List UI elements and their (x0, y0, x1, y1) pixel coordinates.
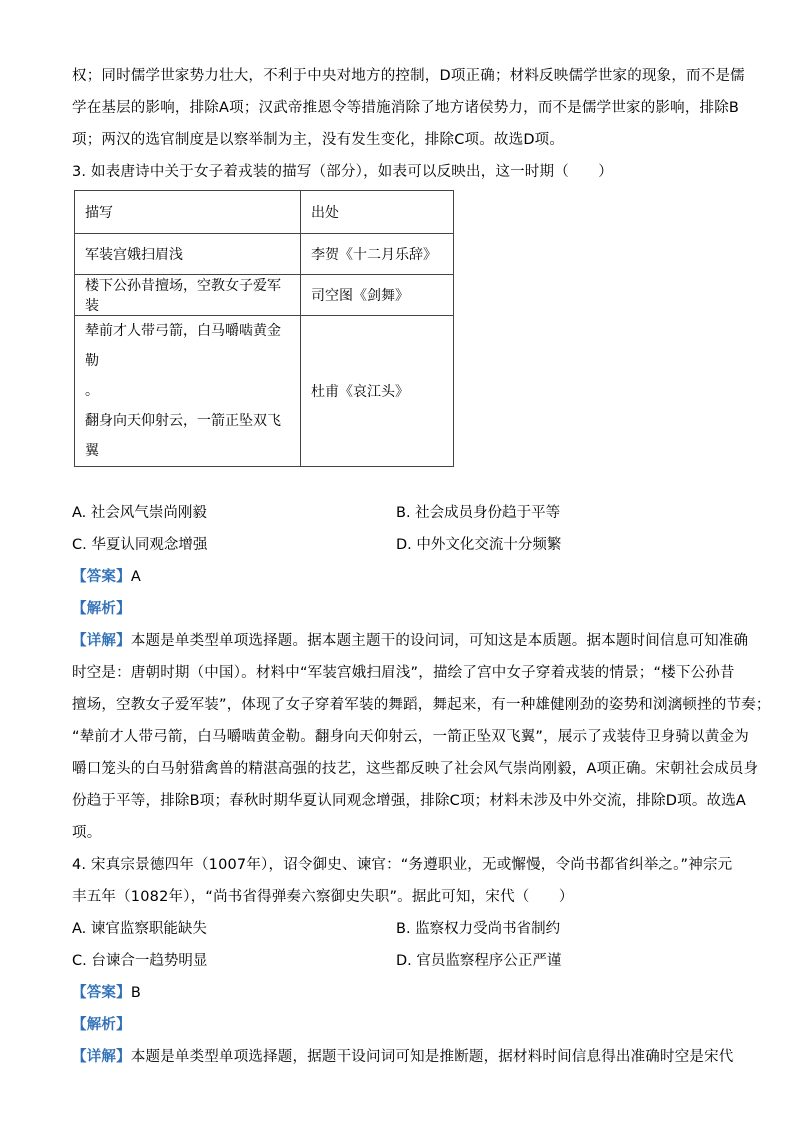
table-header-desc: 描写 (75, 191, 301, 234)
q2-analysis-line: 项；两汉的选官制度是以察举制为主，没有发生变化，排除C项。故选D项。 (72, 132, 565, 148)
q3-option-a: A. 社会风气崇尚刚毅 (72, 505, 207, 521)
table-cell-source: 司空图《剑舞》 (301, 275, 454, 316)
table-cell-desc-line: 。 (85, 383, 99, 399)
q3-options-row (72, 497, 722, 529)
table-cell-desc: 楼下公孙昔擅场，空教女子爱军装 (75, 275, 301, 316)
table-cell-source: 杜甫《哀江头》 (301, 316, 454, 467)
q4-answer (72, 977, 722, 1009)
q3-option-b: B. 社会成员身份趋于平等 (396, 505, 561, 521)
q3-detail-line (72, 625, 749, 657)
q3-detail-line: 项。 (72, 825, 102, 841)
table-cell-source: 李贺《十二月乐辞》 (301, 234, 454, 275)
table-cell-desc: 军装宫娥扫眉浅 (75, 234, 301, 275)
q2-analysis-line: 权；同时儒学世家势力壮大，不利于中央对地方的控制，D项正确；材料反映儒学世家的现象，而不是儒 (72, 68, 745, 84)
q4-stem: 4. 宋真宗景德四年（1007年），诏令御史、谏官：“务遵职业，无或懈慢，令尚书都省纠举之。”神宗元 (72, 857, 733, 873)
q3-detail-line: “辇前才人带弓箭，白马嚼啮黄金勒。翻身向天仰射云，一箭正坠双飞翼”，展示了戎装侍卫身骑以黄金为 (72, 729, 749, 745)
table-header-row (75, 191, 454, 234)
q4-option-d: D. 官员监察程序公正严谨 (396, 953, 562, 969)
q4-option-a: A. 谏官监察职能缺失 (72, 921, 207, 937)
table-header-source: 出处 (301, 191, 454, 234)
q2-analysis-line: 学在基层的影响，排除A项；汉武帝推恩令等措施消除了地方诸侯势力，而不是儒学世家的影响，排除B (72, 100, 740, 116)
q3-answer (72, 561, 722, 593)
q3-detail-line: 时空是：唐朝时期（中国）。材料中“军装宫娥扫眉浅”，描绘了宫中女子穿着戎装的情景；“楼下公孙昔 (72, 665, 735, 681)
analysis-tag: 【解析】 (72, 601, 131, 617)
q4-option-c: C. 台谏合一趋势明显 (72, 953, 208, 969)
document-page (72, 60, 771, 1073)
table-cell-desc-line: 辇前才人带弓箭，白马嚼啮黄金勒 (85, 323, 281, 369)
table-cell-desc-line: 翻身向天仰射云，一箭正坠双飞翼 (85, 413, 281, 459)
q4-option-b: B. 监察权力受尚书省制约 (396, 921, 561, 937)
q3-detail-line: 份趋于平等，排除B项；春秋时期华夏认同观念增强，排除C项；材料未涉及中外交流，排除D项。故选A (72, 793, 747, 809)
answer-tag: 【答案】 (72, 985, 131, 1001)
q4-options-row (72, 945, 722, 977)
q4-stem: 丰五年（1082年），“尚书省得弹奏六察御史失职”。据此可知，宋代（ ） (72, 889, 574, 905)
analysis-tag: 【解析】 (72, 1017, 131, 1033)
answer-value: A (130, 569, 141, 585)
detail-tag: 【详解】 (72, 1049, 131, 1065)
q3-stem: 3. 如表唐诗中关于女子着戎装的描写（部分），如表可以反映出，这一时期（ ） (72, 164, 613, 180)
detail-tag: 【详解】 (72, 633, 131, 649)
detail-text: 本题是单类型单项选择题。据本题主题干的设问词，可知这是本质题。据本题时间信息可知准确 (130, 633, 749, 649)
answer-tag: 【答案】 (72, 569, 131, 585)
q4-options-row (72, 913, 722, 945)
answer-value: B (130, 985, 141, 1001)
q3-detail-line: 嚼口笼头的白马射猎禽兽的精湛高强的技艺，这些都反映了社会风气崇尚刚毅，A项正确。宋朝社会成员身 (72, 761, 759, 777)
table-row (75, 316, 454, 467)
table-row (75, 275, 454, 316)
q3-options-row (72, 529, 722, 561)
q3-table (74, 190, 454, 467)
q4-detail-line (72, 1041, 734, 1073)
q4-analysis-heading (72, 1009, 722, 1041)
table-row (75, 234, 454, 275)
q3-detail-line: 擅场，空教女子爱军装”，体现了女子穿着军装的舞蹈，舞起来，有一种雄健刚劲的姿势和浏漓顿挫的节奏； (72, 697, 771, 713)
table-cell-desc (75, 316, 301, 467)
detail-text: 本题是单类型单项选择题，据题干设问词可知是推断题，据材料时间信息得出准确时空是宋代 (130, 1049, 734, 1065)
q3-option-c: C. 华夏认同观念增强 (72, 537, 208, 553)
q3-option-d: D. 中外文化交流十分频繁 (396, 537, 562, 553)
q3-analysis-heading (72, 593, 722, 625)
